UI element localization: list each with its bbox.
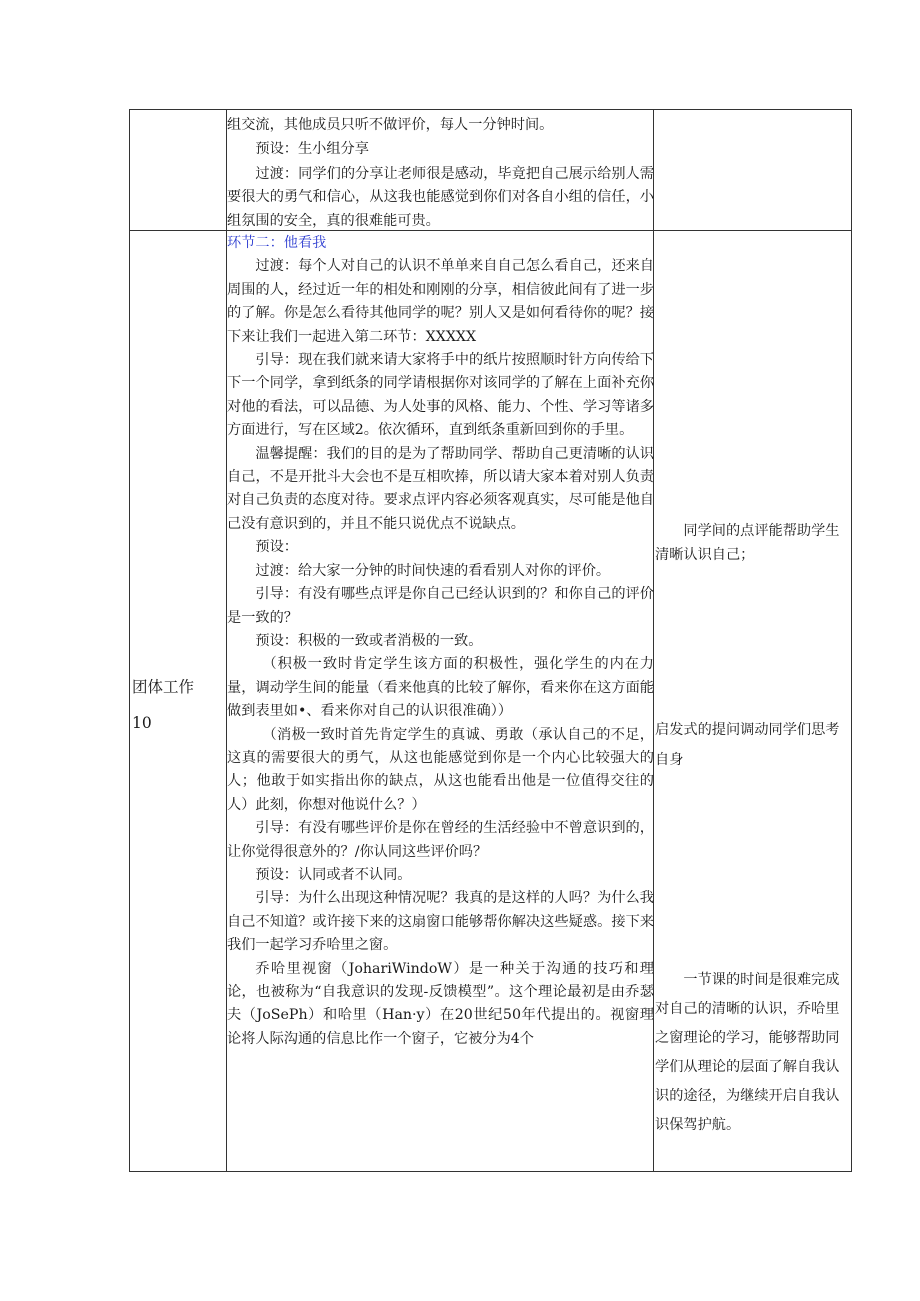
note-3-cell	[655, 966, 851, 1140]
activity-duration: 10	[132, 714, 152, 732]
row-divider	[130, 230, 851, 231]
paragraph-guide-2: 引导：有没有哪些点评是你自己已经认识到的？和你自己的评价是一致的？	[227, 586, 654, 626]
paragraph-guide-1: 引导：现在我们就来请大家将手中的纸片按照顺时针方向传给下下一个同学，拿到纸条的同学请根据你对该同学的了解在上面补充你对他的看法，可以品德、为人处事的风格、能力、个性、学习等诸多方面进行，写在区域2。依次循环，直到纸条重新回到你的手里。	[227, 352, 654, 439]
paragraph-transition-2: 过渡：给大家一分钟的时间快速的看看别人对你的评价。	[255, 562, 611, 579]
paragraph-guide-3: 引导：有没有哪些评价是你在曾经的生活经验中不曾意识到的，让你觉得很意外的？/你认同这些评价吗？	[227, 820, 654, 860]
section-title: 环节二：他看我	[227, 235, 327, 251]
note-1-cell	[655, 519, 851, 567]
paragraph-preset-2: 预设：积极的一致或者消极的一致。	[255, 632, 483, 649]
paragraph-preset-3: 预设：认同或者不认同。	[255, 866, 412, 883]
paragraph-reminder: 温馨提醒：我们的目的是为了帮助同学、帮助自己更清晰的认识自己，不是开批斗大会也不是互相吹捧，所以请大家本着对别人负责对自己负责的态度对待。要求点评内容必须客观真实，尽可能是他自己没有意识到的，并且不能只说优点不说缺点。	[227, 445, 654, 532]
paragraph-negative: （消极一致时首先肯定学生的真诚、勇敢（承认自己的不足，这真的需要很大的勇气，从这也能感觉到你是一个内心比较强大的人；他敢于如实指出你的缺点，从这也能看出他是一位值得交往的人）此刻，你想对他说什么？）	[227, 726, 654, 813]
activity-label-cell	[132, 672, 225, 738]
paragraph-johari: 乔哈里视窗（JohariWindoW）是一种关于沟通的技巧和理论，也被称为“自我意识的发现-反馈模型”。这个理论最初是由乔瑟夫（JoSePh）和哈里（Han·y）在20世纪50年代提出的。视窗理论将人际沟通的信息比作一个窗子，它被分为4个	[227, 960, 654, 1047]
activity-label: 团体工作	[132, 678, 195, 696]
row2-content-cell	[227, 232, 654, 1170]
row1-content-cell	[227, 114, 654, 228]
note-1: 同学间的点评能帮助学生清晰认识自己；	[655, 523, 840, 563]
paragraph-positive: （积极一致时肯定学生该方面的积极性，强化学生的内在力量，调动学生间的能量（看来他真的比较了解你，看来你在这方面能做到表里如•、看来你对自己的认识很准确））	[227, 656, 654, 720]
note-2: 启发式的提问调动同学们思考自身	[655, 722, 840, 768]
paragraph-preset-1: 预设：	[255, 539, 298, 556]
row1-line-3: 过渡：同学们的分享让老师很是感动，毕竟把自己展示给别人需要很大的勇气和信心，从这我也能感觉到你们对各自小组的信任，小组氛围的安全，真的很难能可贵。	[227, 165, 654, 228]
note-3: 一节课的时间是很难完成对自己的清晰的认识，乔哈里之窗理论的学习，能够帮助同学们从理论的层面了解自我认识的途径，为继续开启自我认识保驾护航。	[655, 972, 840, 1133]
paragraph-guide-4: 引导：为什么出现这种情况呢？我真的是这样的人吗？为什么我自己不知道？或许接下来的这扇窗口能够帮你解决这些疑惑。接下来我们一起学习乔哈里之窗。	[227, 890, 654, 954]
note-2-cell	[655, 715, 851, 775]
lesson-plan-table	[129, 109, 852, 1172]
paragraph-transition-1: 过渡：每个人对自己的认识不单单来自自己怎么看自己，还来自周围的人，经过近一年的相处和刚刚的分享，相信彼此间有了进一步的了解。你是怎么看待其他同学的呢？别人又是如何看待你的呢？接下来让我们一起进入第二环节：XXXXX	[227, 258, 654, 345]
row1-line-1: 组交流，其他成员只听不做评价，每人一分钟时间。	[227, 117, 554, 133]
row1-line-2: 预设：生小组分享	[255, 141, 369, 158]
